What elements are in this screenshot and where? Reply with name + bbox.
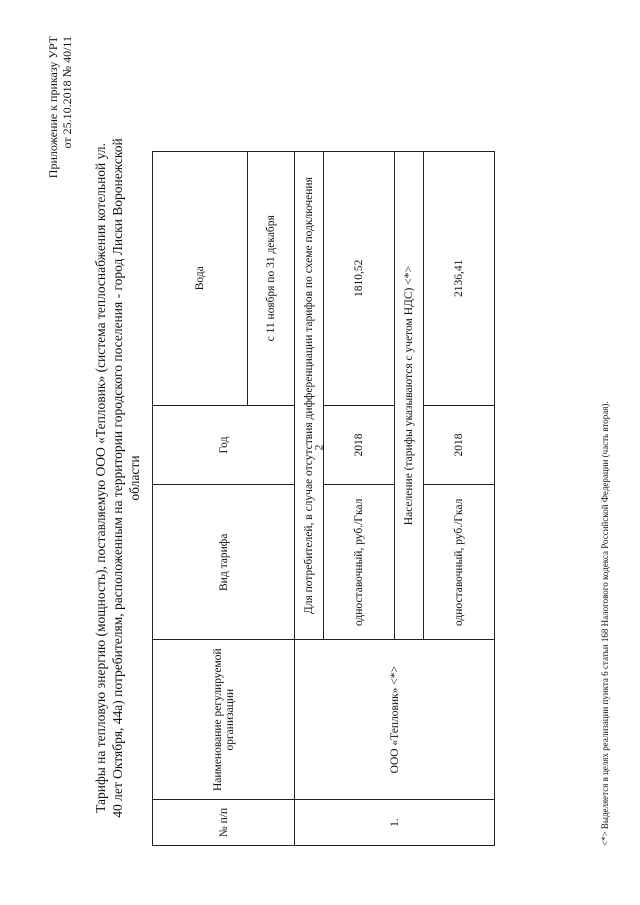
section-2-year: 2018 (424, 405, 495, 485)
header-period: с 11 ноября по 31 декабря (248, 152, 295, 406)
document-title: Тарифы на тепловую энергию (мощность), поставляемую ООО «Тепловик» (система теплоснабжения котельной ул. 40 лет Октября, 44а) потребителям, расположенным на территории городского поселения - город Лиски Воронежской области (93, 138, 142, 818)
tariff-table (152, 151, 495, 846)
header-org: Наименование регулируемой организации (153, 640, 295, 800)
section-2-label: Население (тарифы указываются с учетом НДС) <*> (395, 152, 424, 640)
rotated-document-content (40, 36, 610, 846)
page-number: 2 (311, 444, 326, 451)
footnote: <*> Выделяется в целях реализации пункта 6 статьи 168 Налогового кодекса Российской Федерации (часть вторая). (600, 401, 610, 846)
header-water: Вода (153, 152, 248, 406)
header-tariff-type: Вид тарифа (153, 485, 295, 640)
org-name: ООО «Тепловик» <*> (295, 640, 495, 800)
row-number: 1. (295, 800, 495, 846)
section-1-year: 2018 (324, 405, 395, 485)
header-num: № п/п (153, 800, 295, 846)
appendix-note (46, 36, 74, 336)
section-1-tariff: одноставочный, руб./Гкал (324, 485, 395, 640)
section-1-value: 1810,52 (324, 152, 395, 406)
appendix-line-1: Приложение к приказу УРТ (46, 36, 60, 179)
section-1-label: Для потребителей, в случае отсутствия дифференциации тарифов по схеме подключения (295, 152, 324, 640)
appendix-line-2: от 25.10.2018 № 40/11 (60, 36, 74, 149)
section-2-tariff: одноставочный, руб./Гкал (424, 485, 495, 640)
header-year: Год (153, 405, 295, 485)
section-2-value: 2136,41 (424, 152, 495, 406)
